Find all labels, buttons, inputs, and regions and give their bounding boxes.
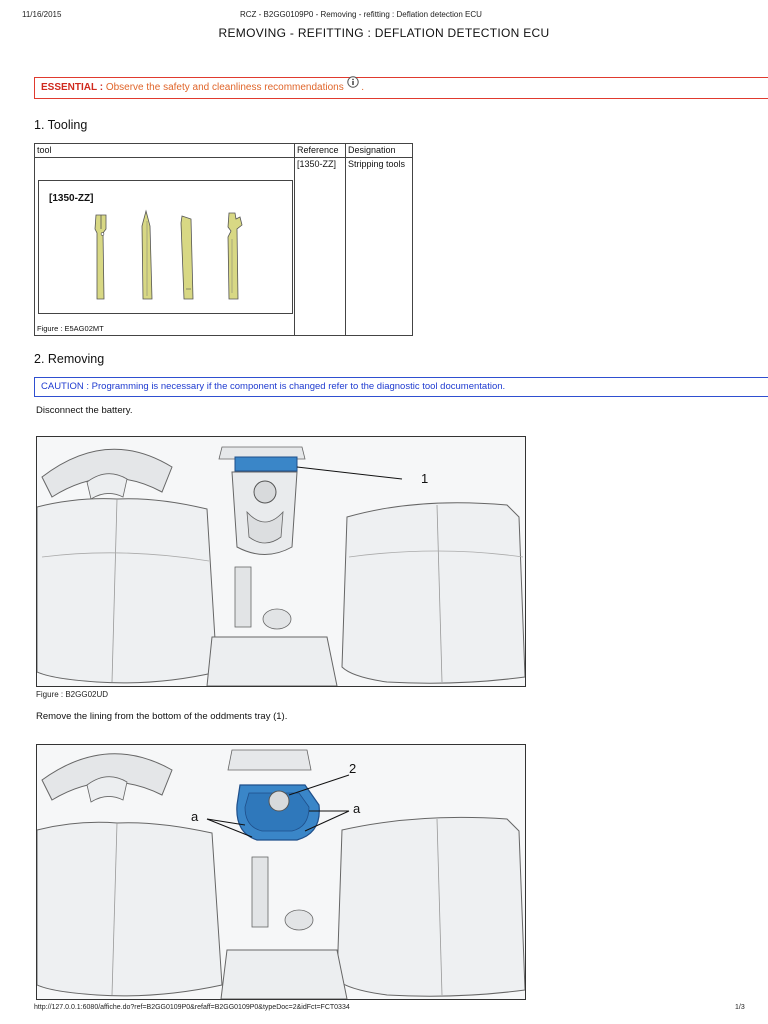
tool-designation-cell: Stripping tools (346, 158, 413, 336)
figure2-callout-a-left: a (191, 809, 199, 824)
step-disconnect-battery: Disconnect the battery. (36, 405, 133, 416)
tool-reference-cell: [1350-ZZ] (295, 158, 346, 336)
figure2-callout-2: 2 (349, 761, 357, 776)
tool-figure-caption: Figure : E5AG02MT (37, 324, 104, 333)
print-date: 11/16/2015 (22, 10, 62, 19)
essential-label: ESSENTIAL : (41, 82, 104, 93)
footer-page-number: 1/3 (735, 1004, 745, 1011)
essential-notice (34, 77, 768, 99)
figure2-callout-a-right: a (353, 801, 361, 816)
caution-notice: CAUTION : Programming is necessary if the component is changed refer to the diagnostic tool documentation. (34, 377, 768, 397)
figure1-caption: Figure : B2GG02UD (36, 690, 109, 699)
console-illustration-2 (37, 745, 525, 999)
stripping-tools-figure (38, 180, 293, 314)
page-breadcrumb: RCZ - B2GG0109P0 - Removing - refitting : Deflation detection ECU (240, 10, 482, 19)
step-remove-lining: Remove the lining from the bottom of the oddments tray (1). (36, 711, 288, 722)
column-header-reference: Reference (295, 144, 346, 158)
figure-console-lining (36, 436, 526, 687)
figure-oddments-tray (36, 744, 526, 1000)
stripping-tools-illustration (39, 181, 292, 313)
info-circle-icon[interactable] (347, 76, 359, 96)
tooling-heading: 1. Tooling (34, 118, 88, 132)
removing-heading: 2. Removing (34, 352, 105, 366)
page-title: REMOVING - REFITTING : DEFLATION DETECTION ECU (218, 26, 550, 40)
column-header-tool: tool (35, 144, 295, 158)
essential-suffix: . (358, 82, 365, 93)
column-header-designation: Designation (346, 144, 413, 158)
tool-figure-reference: [1350-ZZ] (49, 193, 94, 204)
essential-text: Observe the safety and cleanliness recommendations (103, 82, 344, 93)
figure1-callout-1: 1 (421, 471, 429, 486)
footer-url[interactable]: http://127.0.0.1:6080/affiche.do?ref=B2GG0109P0&refaff=B2GG0109P0&typeDoc=2&idFct=FCT0334 (34, 1004, 350, 1011)
console-illustration-1 (37, 437, 525, 686)
